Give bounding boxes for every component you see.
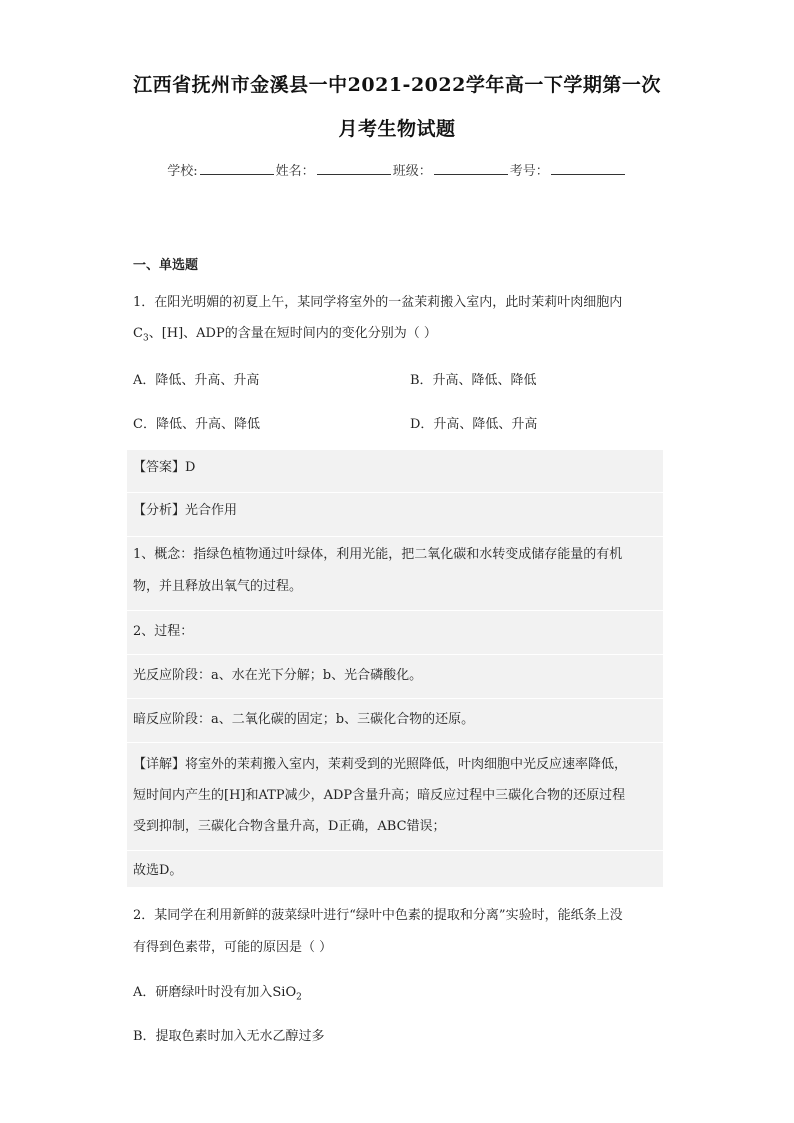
q1-option-b: B．升高、降低、降低 bbox=[410, 373, 537, 388]
page-title-line1: 江西省抚州市金溪县一中2021-2022学年高一下学期第一次 bbox=[133, 74, 661, 96]
q1-c: C bbox=[133, 326, 143, 341]
q1-option-d: D．升高、降低、升高 bbox=[410, 417, 538, 432]
q2-stem-line2: 有得到色素带，可能的原因是（ ） bbox=[133, 940, 333, 955]
q1-process: 2、过程： bbox=[133, 624, 194, 639]
q2-option-b: B．提取色素时加入无水乙醇过多 bbox=[133, 1029, 325, 1044]
q1-concept-line2: 物，并且释放出氧气的过程。 bbox=[133, 579, 303, 594]
number-blank bbox=[551, 162, 625, 175]
school-label: 学校: bbox=[167, 164, 198, 179]
q2-option-a-text: A．研磨绿叶时没有加入SiO bbox=[133, 985, 297, 1000]
q1-option-c: C．降低、升高、降低 bbox=[133, 417, 260, 432]
q1-stem-line2 bbox=[133, 325, 437, 348]
q2-option-a-sub: 2 bbox=[296, 992, 302, 1003]
q1-detail-line2: 短时间内产生的[H]和ATP减少，ADP含量升高；暗反应过程中三碳化合物的还原过程 bbox=[133, 788, 626, 803]
name-blank bbox=[317, 162, 391, 175]
q2-stem-line1: 2．某同学在利用新鲜的菠菜绿叶进行“绿叶中色素的提取和分离”实验时，能纸条上没 bbox=[133, 908, 623, 923]
answer-divider bbox=[127, 850, 663, 851]
answer-divider bbox=[127, 742, 663, 743]
q1-light-reaction: 光反应阶段：a、水在光下分解；b、光合磷酸化。 bbox=[133, 668, 423, 683]
q1-c-sub: 3 bbox=[142, 333, 149, 344]
q1-dark-reaction: 暗反应阶段：a、二氧化碳的固定；b、三碳化合物的还原。 bbox=[133, 712, 475, 727]
q1-analysis-head: 【分析】光合作用 bbox=[133, 503, 238, 518]
q1-stem-line1: 1．在阳光明媚的初夏上午，某同学将室外的一盆茉莉搬入室内，此时茉莉叶肉细胞内 bbox=[133, 295, 623, 310]
q1-conclusion: 故选D。 bbox=[133, 863, 183, 878]
answer-divider bbox=[127, 698, 663, 699]
answer-divider bbox=[127, 610, 663, 611]
answer-divider bbox=[127, 654, 663, 655]
q1-detail-line3: 受到抑制，三碳化合物含量升高，D正确，ABC错误； bbox=[133, 819, 446, 834]
school-blank bbox=[200, 162, 274, 175]
q1-detail-line1: 【详解】将室外的茉莉搬入室内，茉莉受到的光照降低，叶肉细胞中光反应速率降低， bbox=[133, 757, 628, 772]
answer-divider bbox=[127, 536, 663, 537]
number-label: 考号： bbox=[509, 164, 549, 179]
class-blank bbox=[434, 162, 508, 175]
name-label: 姓名： bbox=[275, 164, 315, 179]
q2-option-a bbox=[133, 984, 302, 1007]
page-title-line2: 月考生物试题 bbox=[338, 118, 456, 140]
q1-stem-rest: 、[H]、ADP的含量在短时间内的变化分别为（ ） bbox=[148, 326, 437, 341]
class-label: 班级： bbox=[392, 164, 432, 179]
q1-option-a: A．降低、升高、升高 bbox=[133, 373, 260, 388]
student-info-row bbox=[0, 160, 794, 179]
q1-concept-line1: 1、概念：指绿色植物通过叶绿体，利用光能，把二氧化碳和水转变成储存能量的有机 bbox=[133, 547, 623, 562]
section-title: 一、单选题 bbox=[133, 258, 199, 273]
answer-divider bbox=[127, 492, 663, 493]
q1-answer: 【答案】D bbox=[133, 460, 196, 475]
